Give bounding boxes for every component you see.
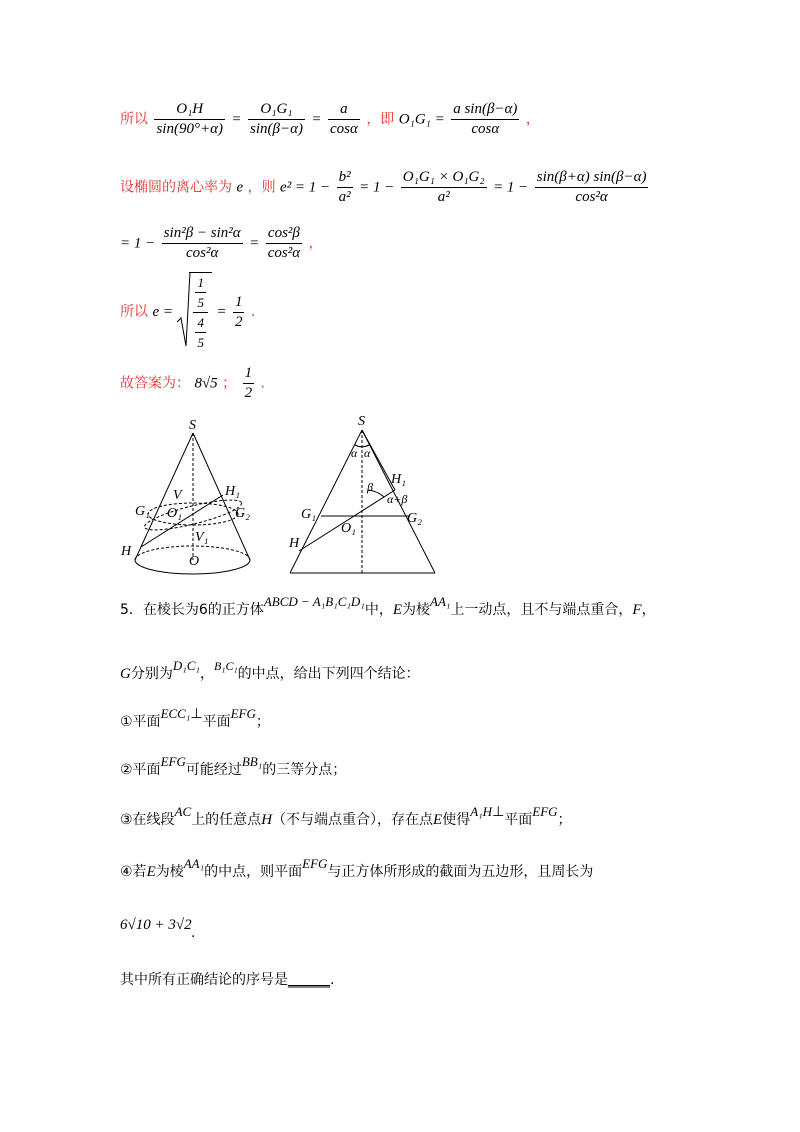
- label-G2: G₂: [235, 506, 250, 521]
- fraction: $\frac{\text{O₁G₁}}{\sin(\beta-\alpha)}$: [249, 101, 303, 137]
- fraction: $\frac{\text{a sin(β−α)}}{\cos\alpha}$: [453, 101, 518, 137]
- text-suoyi: 所以: [120, 111, 148, 128]
- fraction: $\frac{\text{b²}}{\text{a²}}$: [338, 169, 351, 205]
- problem-line-1: 5．在棱长为6的正方体ABCD − A₁B₁C₁D₁中，E为棱AA₁上一动点，且不与端点重合，F，: [120, 594, 656, 618]
- label-alpha-beta: α+β: [387, 492, 408, 506]
- answer-blank: ______: [288, 972, 330, 988]
- solution-line-4: 所以 e = $\frac{\frac{1}{5}}{\frac{4}{5}}$ = $\frac{1}{2}$ .: [120, 272, 255, 352]
- label-beta: β: [367, 480, 373, 494]
- fraction: $\frac{1}{2}$: [234, 293, 243, 330]
- label-alpha-left: α: [351, 446, 358, 460]
- fraction: $\frac{\text{cos²β}}{\text{cos²α}}$: [267, 225, 301, 261]
- conclusion-4: ④若E为棱AA₁的中点，则平面EFG与正方体所形成的截面为五边形，且周长为: [120, 856, 594, 880]
- section-figure: [285, 405, 445, 580]
- conclusion-1: ①平面ECC₁⊥平面EFG；: [120, 706, 270, 730]
- label-V1: V₁: [195, 530, 209, 545]
- label-G2: G₂: [407, 511, 422, 526]
- label-H: H: [289, 536, 300, 551]
- question-line: 其中所有正确结论的序号是______.: [120, 972, 335, 988]
- fraction: $\frac{\text{O₁H}}{\sin(90^\circ+\alpha)}$: [156, 101, 223, 137]
- problem-line-2: G分别为D₁C₁，B₁C₁的中点，给出下列四个结论：: [120, 658, 420, 682]
- label-G1: G₁: [301, 507, 316, 522]
- fraction: $\frac{1}{2}$: [244, 365, 253, 401]
- label-alpha-right: α: [364, 446, 371, 460]
- label-V: V: [173, 488, 182, 503]
- label-H1: H₁: [225, 484, 240, 499]
- label-O1: O₁: [167, 506, 182, 521]
- label-O1: O₁: [341, 521, 356, 536]
- fraction: $\frac{\text{sin²β − sin²α}}{\text{cos²α}}$: [163, 225, 241, 261]
- fraction: $\frac{\sin(\beta+\alpha) \sin(\beta-\alpha)}{\text{cos²α}}$: [536, 169, 647, 205]
- conclusion-4-perimeter: 6√10 + 3√2.: [120, 917, 196, 941]
- radical-sign: [177, 272, 191, 348]
- label-S: S: [358, 414, 365, 429]
- solution-line-3: = 1 − $\frac{\text{sin²β − sin²α}}{\text{cos²α}}$ = $\frac{\text{cos²β}}{\text{cos²α}}$ ，: [120, 225, 323, 261]
- label-G1: G₁: [135, 504, 150, 519]
- solution-line-5: 故答案为： 8√5 ； $\frac{1}{2}$ .: [120, 365, 265, 401]
- solution-line-2: 设椭圆的离心率为 e ，则 e² = 1 − $\frac{\text{b²}}{\text{a²}}$ = 1 − $\frac{\text{O₁G₁ × O₁G₂}}{\text{a²}}$ = 1 − $\frac{\sin(\beta+\alpha) \sin(\beta-\alpha)}{\text{cos²α}}$: [120, 169, 647, 205]
- fraction: $\frac{\text{O₁G₁ × O₁G₂}}{\text{a²}}$: [402, 169, 485, 205]
- label-H1: H₁: [391, 472, 406, 487]
- solution-line-1: 所以 $\frac{\text{O₁H}}{\sin(90^\circ+\alpha)}$ = $\frac{\text{O₁G₁}}{\sin(\beta-\alpha)}$ = $\frac{a}{\cos\alpha}$ ，即 O₁G₁ = $\frac{\text{a sin(β−α)}}{\cos\alpha}$ ，: [120, 101, 540, 137]
- label-H: H: [121, 544, 132, 559]
- conclusion-3: ③在线段AC上的任意点H（不与端点重合），存在点E使得A₁H⊥平面EFG；: [120, 804, 572, 828]
- label-S: S: [189, 418, 196, 433]
- sqrt-expression: $\frac{\frac{1}{5}}{\frac{4}{5}}$: [177, 272, 212, 352]
- label-O: O: [189, 554, 200, 569]
- conclusion-2: ②平面EFG可能经过BB₁的三等分点；: [120, 754, 347, 778]
- cone-figure: [115, 415, 265, 580]
- fraction: $\frac{a}{\cos\alpha}$: [329, 101, 358, 137]
